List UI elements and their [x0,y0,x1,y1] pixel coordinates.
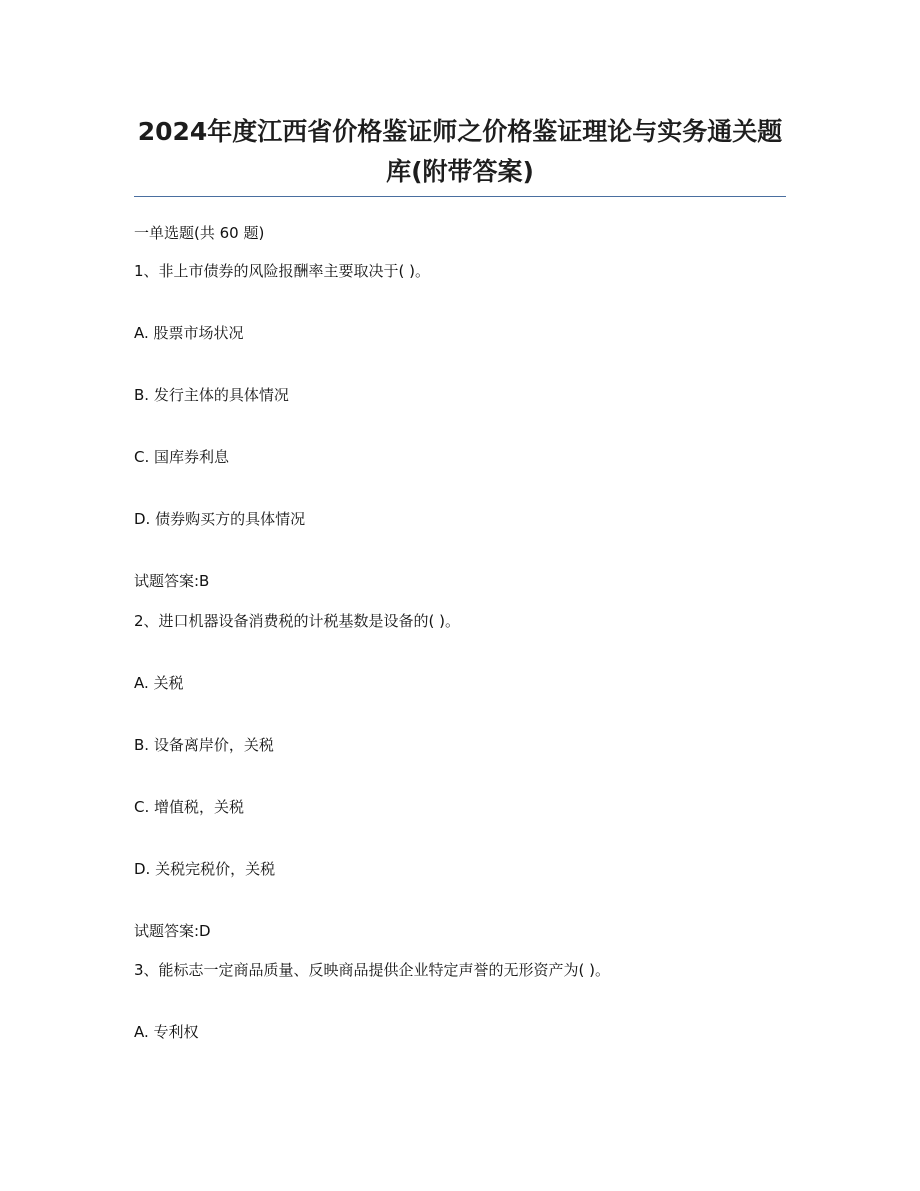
option-d: D. 关税完税价，关税 [134,860,276,878]
question-stem: 1、非上市债券的风险报酬率主要取决于( )。 [134,262,431,280]
section-heading: 一单选题(共 60 题) [134,224,265,242]
option-b: B. 设备离岸价，关税 [134,736,274,754]
document-title: 2024年度江西省价格鉴证师之价格鉴证理论与实务通关题库(附带答案) [137,117,783,186]
option-a: A. 专利权 [134,1023,199,1041]
question-stem: 2、进口机器设备消费税的计税基数是设备的( )。 [134,612,461,630]
answer-line: 试题答案:D [134,922,211,940]
option-c: C. 国库券利息 [134,448,230,466]
option-d: D. 债券购买方的具体情况 [134,510,306,528]
option-c: C. 增值税，关税 [134,798,245,816]
option-a: A. 股票市场状况 [134,324,244,342]
title-divider [134,196,786,197]
question-stem: 3、能标志一定商品质量、反映商品提供企业特定声誉的无形资产为( )。 [134,961,611,979]
answer-line: 试题答案:B [134,572,210,590]
option-b: B. 发行主体的具体情况 [134,386,289,404]
option-a: A. 关税 [134,674,184,692]
